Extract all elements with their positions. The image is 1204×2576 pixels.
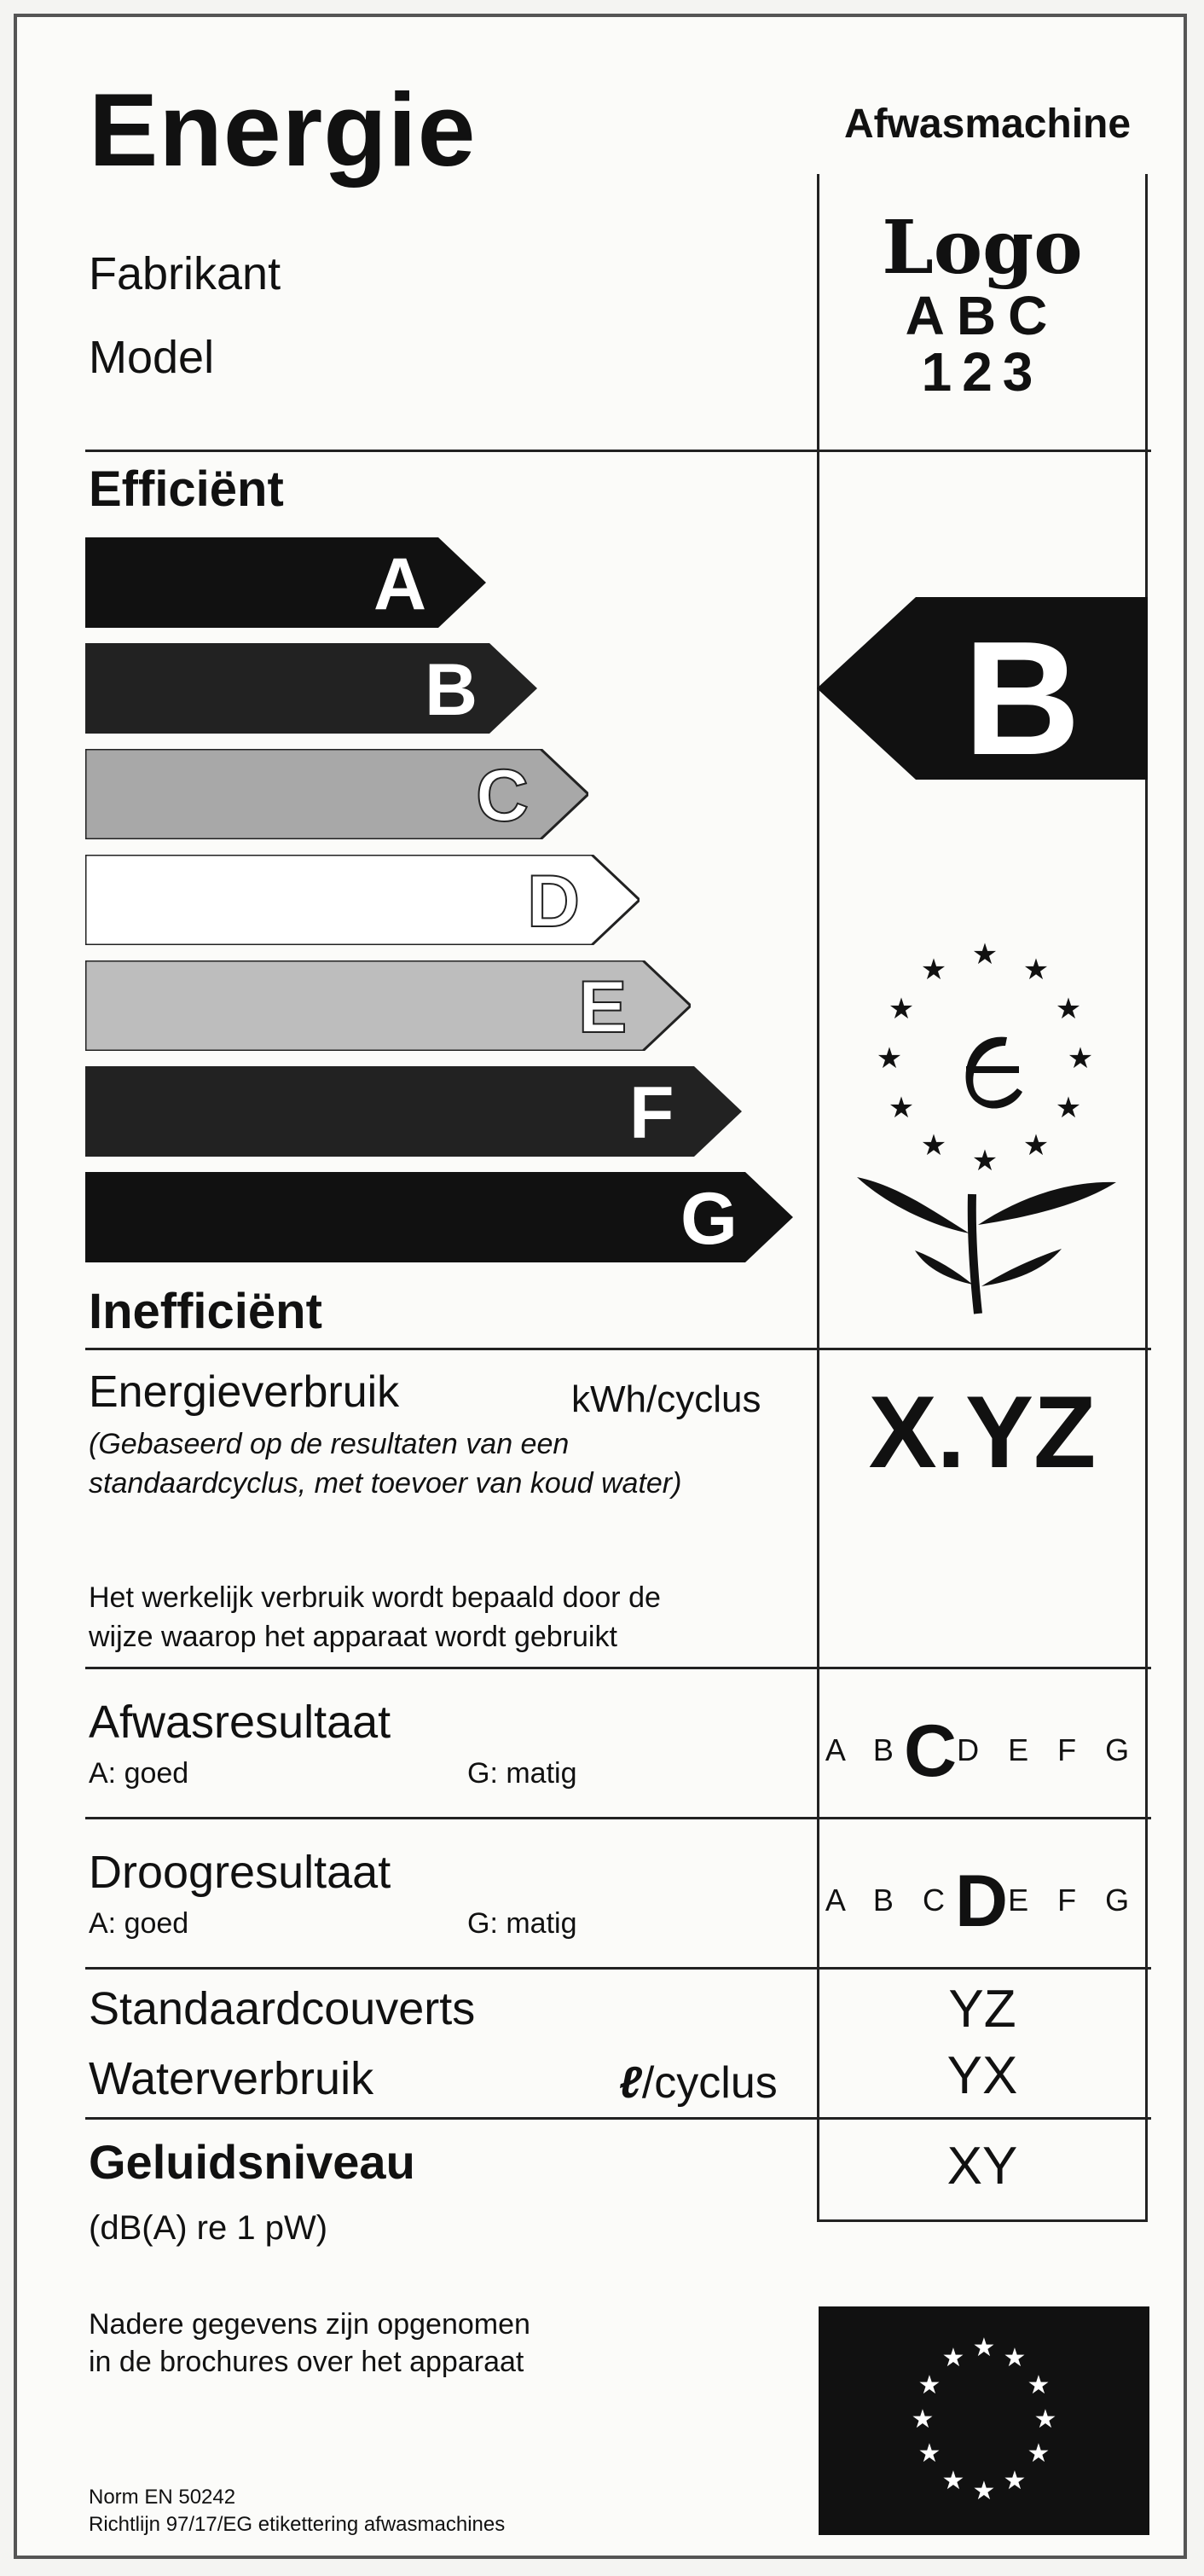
energy-consumption-label: Energieverbruik — [89, 1367, 400, 1417]
svg-text:★: ★ — [971, 1145, 999, 1177]
efficiency-bar-a: A — [85, 537, 486, 628]
right-column-bottom-line — [817, 2219, 1148, 2222]
svg-text:★: ★ — [917, 2371, 941, 2399]
noise-unit: (dB(A) re 1 pW) — [89, 2209, 328, 2247]
place-settings-value: YZ — [948, 1980, 1016, 2039]
energy-note-line-1: (Gebaseerd op de resultaten van een — [89, 1428, 570, 1460]
energy-usage-line-1: Het werkelijk verbruik wordt bepaald door de — [89, 1581, 661, 1614]
svg-text:★: ★ — [920, 1129, 947, 1162]
svg-text:★: ★ — [972, 2477, 996, 2505]
svg-text:★: ★ — [941, 2344, 965, 2372]
model-label: Model — [89, 332, 215, 383]
place-settings-label: Standaardcouverts — [89, 1983, 476, 2034]
efficient-label: Efficiënt — [89, 461, 284, 517]
svg-text:★: ★ — [1033, 2405, 1057, 2434]
energy-label — [14, 14, 1187, 2559]
wash-poor-label: G: matig — [467, 1757, 577, 1790]
svg-text:★: ★ — [1022, 1129, 1050, 1162]
svg-text:★: ★ — [1055, 993, 1082, 1025]
dry-result-label: Droogresultaat — [89, 1847, 391, 1898]
divider-energy — [85, 1348, 1151, 1350]
svg-text:★: ★ — [1027, 2440, 1051, 2468]
label-title: Energie — [89, 72, 477, 188]
inefficient-label: Inefficiënt — [89, 1284, 322, 1339]
water-consumption-value: YX — [946, 2046, 1018, 2105]
dry-good-label: A: goed — [89, 1907, 189, 1940]
svg-text:★: ★ — [917, 2440, 941, 2468]
svg-text:★: ★ — [1022, 954, 1050, 986]
dry-poor-label: G: matig — [467, 1907, 577, 1940]
svg-text:★: ★ — [1055, 1092, 1082, 1124]
directive-reference: Richtlijn 97/17/EG etikettering afwasmachines — [89, 2513, 506, 2536]
svg-text:★: ★ — [971, 938, 999, 971]
current-efficiency-class: B — [964, 608, 1081, 789]
current-efficiency-arrow — [817, 597, 1148, 789]
more-info-line-1: Nadere gegevens zijn opgenomen — [89, 2308, 530, 2341]
wash-result-scale: A BCD E F G — [825, 1710, 1140, 1792]
svg-text:★: ★ — [972, 2334, 996, 2362]
svg-text:★: ★ — [1027, 2371, 1051, 2399]
wash-result-class: C — [903, 1710, 958, 1792]
svg-text:★: ★ — [1067, 1042, 1094, 1075]
norm-reference: Norm EN 50242 — [89, 2486, 236, 2509]
efficiency-bar-b: B — [85, 643, 537, 734]
efficiency-bar-d: D — [85, 855, 640, 945]
liter-symbol: ℓ — [619, 2058, 642, 2108]
dry-result-scale: A B CDE F G — [825, 1860, 1140, 1942]
efficiency-bar-e: E — [85, 960, 691, 1051]
svg-text:★: ★ — [941, 2467, 965, 2495]
noise-value: XY — [946, 2137, 1018, 2196]
energy-usage-line-2: wijze waarop het apparaat wordt gebruikt — [89, 1621, 617, 1653]
energy-consumption-value: X.YZ — [868, 1375, 1097, 1489]
manufacturer-label: Fabrikant — [89, 248, 281, 299]
svg-text:★: ★ — [876, 1042, 903, 1075]
efficiency-bar-f: F — [85, 1066, 742, 1157]
divider-noise — [85, 2117, 1151, 2120]
energy-unit: kWh/cyclus — [571, 1378, 761, 1420]
svg-text:★: ★ — [888, 993, 915, 1025]
energy-note-line-2: standaardcyclus, met toevoer van koud water) — [89, 1467, 682, 1500]
efficiency-bar-c: C — [85, 749, 588, 839]
svg-text:★: ★ — [911, 2405, 935, 2434]
svg-text:★: ★ — [888, 1092, 915, 1124]
divider-header — [85, 450, 1151, 452]
dry-result-class: D — [954, 1860, 1009, 1942]
manufacturer-logo: Logo ABC 123 — [882, 205, 1083, 403]
water-consumption-label: Waterverbruik — [89, 2053, 374, 2104]
wash-result-label: Afwasresultaat — [89, 1697, 391, 1748]
svg-text:★: ★ — [1003, 2344, 1027, 2372]
eu-ecolabel-flower-icon — [848, 930, 1121, 1335]
wash-good-label: A: goed — [89, 1757, 189, 1790]
appliance-type: Afwasmachine — [843, 102, 1132, 147]
svg-text:★: ★ — [920, 954, 947, 986]
more-info-line-2: in de brochures over het apparaat — [89, 2346, 524, 2378]
divider-capacity — [85, 1967, 1151, 1970]
divider-dry — [85, 1817, 1151, 1819]
divider-wash — [85, 1667, 1151, 1669]
efficiency-bar-g: G — [85, 1172, 793, 1262]
water-unit: ℓ/cyclus — [619, 2058, 778, 2108]
svg-text:★: ★ — [1003, 2467, 1027, 2495]
eu-flag-icon — [819, 2306, 1149, 2535]
noise-label: Geluidsniveau — [89, 2135, 415, 2189]
